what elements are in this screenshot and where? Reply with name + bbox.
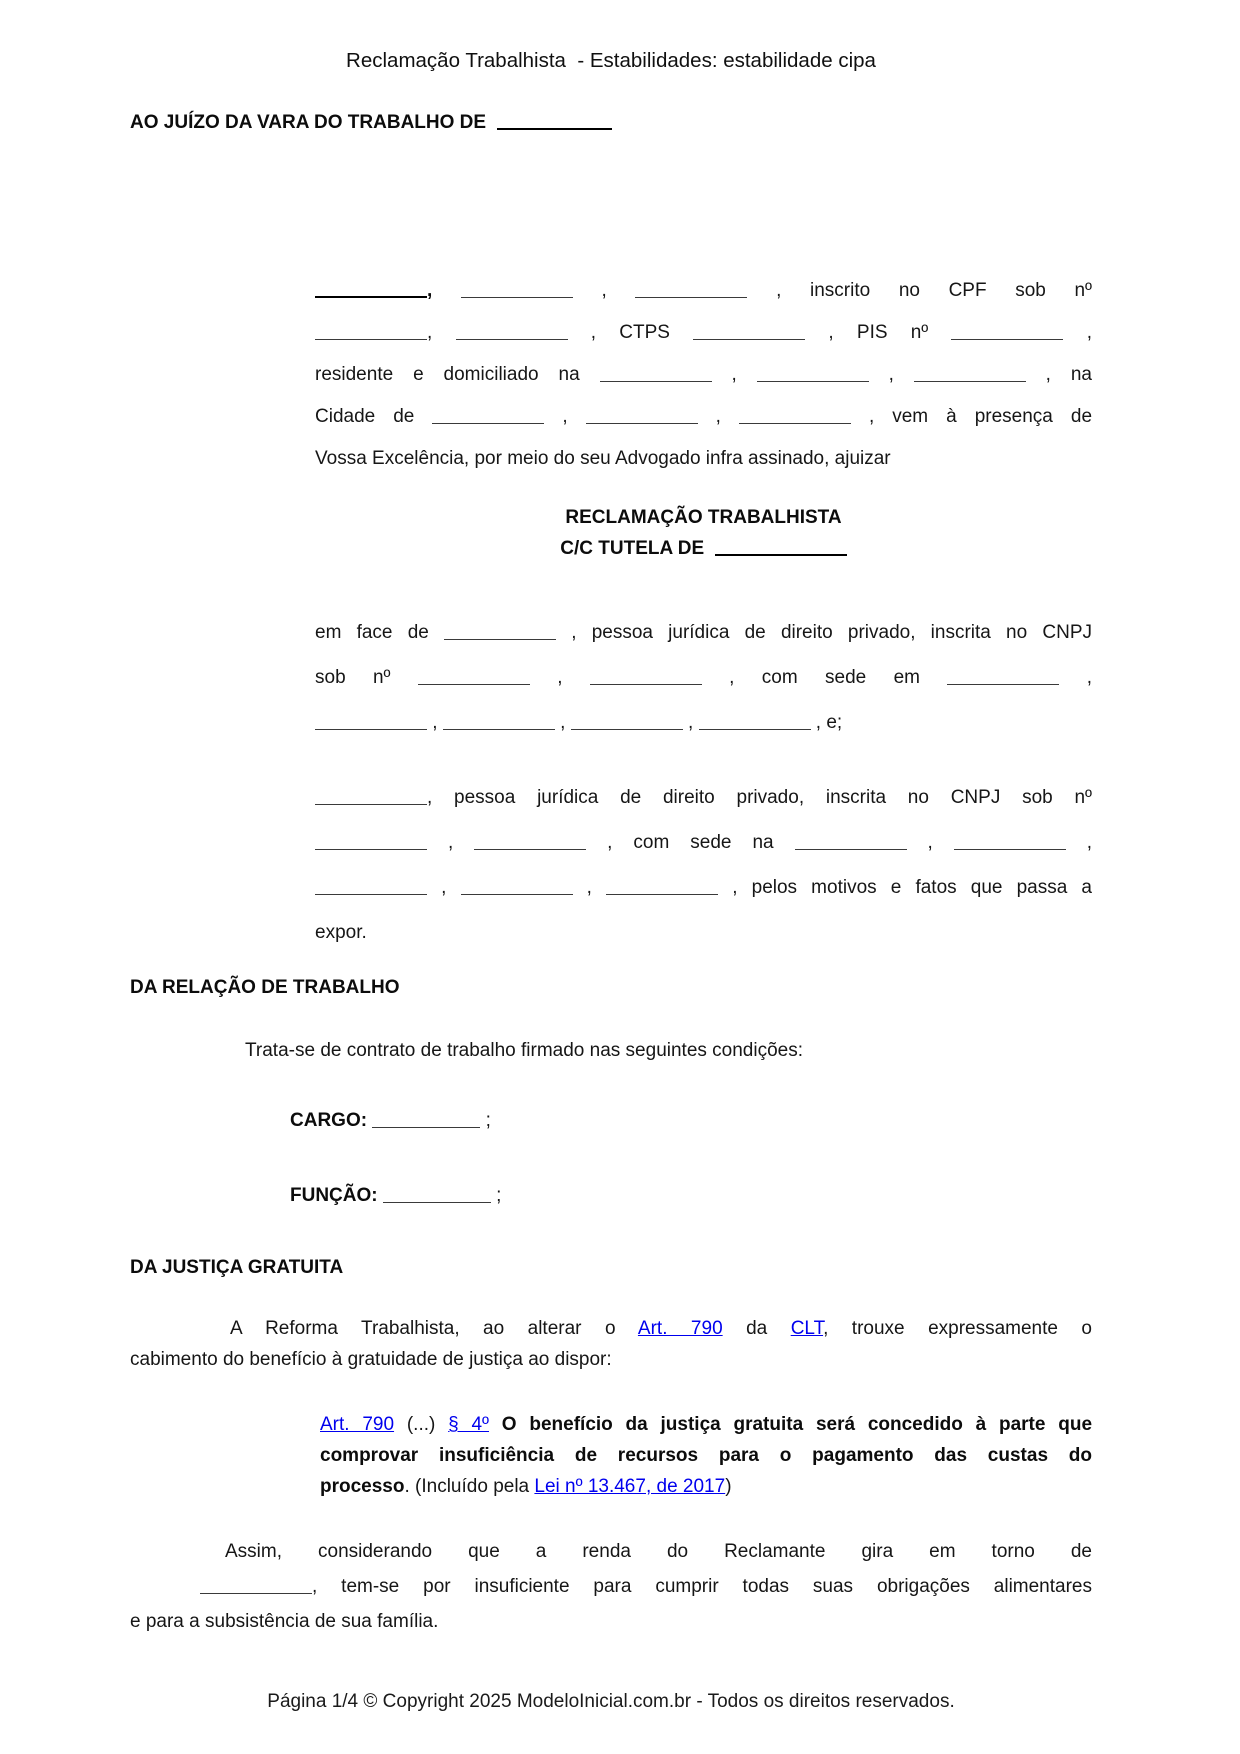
text-segment: , xyxy=(544,406,586,427)
bold-text: DA JUSTIÇA GRATUITA xyxy=(130,1257,344,1278)
legal-reference-link[interactable]: Lei nº 13.467, de 2017 xyxy=(534,1476,726,1497)
text-segment: , xyxy=(682,712,699,733)
text-line xyxy=(315,533,1092,564)
text-line xyxy=(320,1409,1092,1440)
text-line xyxy=(320,1471,1092,1502)
text-segment: , xyxy=(554,712,571,733)
blank-field xyxy=(635,285,747,298)
text-segment: , xyxy=(906,832,954,853)
blank-field xyxy=(693,327,805,340)
text-segment: , xyxy=(711,364,757,385)
blank-field xyxy=(372,1115,480,1128)
text-segment: , trouxe expressamente o xyxy=(823,1318,1092,1339)
text-segment: e para a subsistência de sua família. xyxy=(130,1611,439,1632)
text-line xyxy=(315,354,1092,396)
text-segment: , xyxy=(1065,832,1093,853)
text-line xyxy=(315,502,1092,533)
text-line xyxy=(315,396,1092,438)
blank-field xyxy=(914,369,1026,382)
text-segment: , pessoa jurídica de direito privado, inscrita no CNPJ sob nº xyxy=(427,787,1092,808)
text-segment xyxy=(489,1414,502,1435)
blank-field xyxy=(586,411,698,424)
bold-text: DA RELAÇÃO DE TRABALHO xyxy=(130,977,400,998)
heading-reclamacao xyxy=(315,502,1092,564)
para-tratase xyxy=(130,1036,1092,1066)
blank-field xyxy=(571,717,683,730)
text-segment: ; xyxy=(480,1110,491,1131)
quote-art790 xyxy=(320,1409,1092,1502)
text-segment: da xyxy=(722,1318,791,1339)
text-segment: , xyxy=(427,832,475,853)
blank-field xyxy=(606,882,718,895)
text-segment: , xyxy=(572,877,607,898)
legal-reference-link[interactable]: Art. 790 xyxy=(320,1414,395,1435)
bold-text: FUNÇÃO: xyxy=(290,1185,383,1206)
text-segment: (...) xyxy=(394,1414,449,1435)
bold-text: O benefício da justiça gratuita será concedido à parte que xyxy=(501,1414,1093,1435)
text-segment: , xyxy=(1059,667,1092,688)
legal-reference-link[interactable]: Art. 790 xyxy=(637,1318,723,1339)
text-segment: residente e domiciliado na xyxy=(315,364,600,385)
text-line xyxy=(315,655,1092,700)
blank-field xyxy=(461,882,573,895)
blank-field xyxy=(461,285,573,298)
blank-field xyxy=(444,627,556,640)
blank-field xyxy=(383,1190,491,1203)
blank-field xyxy=(715,542,847,556)
text-segment: , pelos motivos e fatos que passa a xyxy=(718,877,1093,898)
text-line xyxy=(130,1344,1092,1375)
blank-field xyxy=(432,411,544,424)
text-line xyxy=(315,610,1092,655)
bold-text: C/C TUTELA DE xyxy=(560,538,715,559)
text-line xyxy=(315,865,1092,910)
text-segment: , inscrito no CPF sob nº xyxy=(747,280,1092,301)
blank-field xyxy=(315,837,427,850)
text-segment: , xyxy=(697,406,739,427)
text-segment: ) xyxy=(725,1476,732,1497)
para-reforma xyxy=(130,1313,1092,1375)
line-cargo xyxy=(290,1106,1092,1136)
blank-field xyxy=(418,672,530,685)
text-segment: , na xyxy=(1025,364,1092,385)
text-segment: , PIS nº xyxy=(805,322,952,343)
para-parties-claimant xyxy=(315,270,1092,480)
blank-field xyxy=(315,717,427,730)
blank-field xyxy=(315,284,427,298)
text-segment: cabimento do benefício à gratuidade de justiça ao dispor: xyxy=(130,1349,612,1370)
text-segment: , xyxy=(572,280,636,301)
para-defendant-2 xyxy=(315,775,1092,955)
para-assim xyxy=(130,1534,1092,1639)
blank-field xyxy=(600,369,712,382)
text-segment: , com sede em xyxy=(701,667,948,688)
text-line xyxy=(315,270,1092,312)
text-segment: Assim, considerando que a renda do Reclamante gira em torno de xyxy=(225,1541,1092,1562)
legal-reference-link[interactable]: CLT xyxy=(790,1318,824,1339)
section-da-relacao xyxy=(130,973,1092,1003)
section-da-justica xyxy=(130,1253,1092,1283)
blank-field xyxy=(315,792,427,805)
text-segment: , xyxy=(529,667,590,688)
para-defendant-1 xyxy=(315,610,1092,745)
blank-field xyxy=(795,837,907,850)
bold-text: CARGO: xyxy=(290,1110,373,1131)
text-segment: , xyxy=(427,877,461,898)
text-segment: em face de xyxy=(315,622,445,643)
doc-title: Reclamação Trabalhista - Estabilidades: estabilidade cipa xyxy=(346,49,876,72)
legal-reference-link[interactable]: § 4º xyxy=(448,1414,489,1435)
text-segment: A Reforma Trabalhista, ao alterar o xyxy=(230,1318,638,1339)
bold-text: processo xyxy=(320,1476,405,1497)
blank-field xyxy=(497,116,612,130)
bold-text: RECLAMAÇÃO TRABALHISTA xyxy=(565,507,842,528)
text-line xyxy=(315,775,1092,820)
text-line xyxy=(130,1604,1092,1639)
blank-field xyxy=(739,411,851,424)
text-segment: sob nº xyxy=(315,667,418,688)
text-line xyxy=(130,1569,1092,1604)
text-segment: , xyxy=(427,712,443,733)
page-footer: Página 1/4 © Copyright 2025 ModeloInicial.com.br - Todos os direitos reservados. xyxy=(267,1691,955,1712)
blank-field xyxy=(315,882,427,895)
text-segment: . (Incluído pela xyxy=(404,1476,535,1497)
text-line xyxy=(290,1181,1092,1211)
blank-field xyxy=(443,717,555,730)
text-segment: , CTPS xyxy=(567,322,694,343)
text-segment: expor. xyxy=(315,922,367,943)
bold-text: AO JUÍZO DA VARA DO TRABALHO DE xyxy=(130,112,497,133)
text-segment: , pessoa jurídica de direito privado, inscrita no CNPJ xyxy=(556,622,1092,643)
addressee-line xyxy=(130,108,1092,138)
bold-text: , xyxy=(427,280,461,301)
blank-field xyxy=(947,672,1059,685)
text-segment: , vem à presença de xyxy=(850,406,1093,427)
bold-text: comprovar insuficiência de recursos para o pagamento das custas do xyxy=(320,1445,1092,1466)
blank-field xyxy=(757,369,869,382)
text-line xyxy=(130,1036,1092,1066)
blank-field xyxy=(474,837,586,850)
text-line xyxy=(320,1440,1092,1471)
blank-field xyxy=(954,837,1066,850)
text-segment: , xyxy=(1063,322,1092,343)
document-body xyxy=(130,108,1092,1639)
text-line xyxy=(130,973,1092,1003)
text-line xyxy=(315,910,1092,955)
blank-field xyxy=(699,717,811,730)
blank-field xyxy=(590,672,702,685)
text-line xyxy=(130,108,1092,138)
blank-field xyxy=(456,327,568,340)
text-line xyxy=(315,820,1092,865)
text-line xyxy=(130,1313,1092,1344)
text-segment: ; xyxy=(490,1185,502,1206)
text-line xyxy=(130,1253,1092,1283)
text-segment: Vossa Excelência, por meio do seu Advogado infra assinado, ajuizar xyxy=(315,448,891,469)
text-line xyxy=(290,1106,1092,1136)
text-segment: , xyxy=(427,322,456,343)
text-segment: , com sede na xyxy=(586,832,795,853)
text-segment: , tem-se por insuficiente para cumprir todas suas obrigações alimentares xyxy=(312,1576,1092,1597)
blank-field xyxy=(315,327,427,340)
text-line xyxy=(315,312,1092,354)
text-line xyxy=(315,438,1092,480)
line-funcao xyxy=(290,1181,1092,1211)
blank-field xyxy=(200,1581,312,1594)
text-segment: Cidade de xyxy=(315,406,433,427)
blank-field xyxy=(951,327,1063,340)
text-line xyxy=(315,700,1092,745)
text-segment: , e; xyxy=(810,712,843,733)
text-segment: Trata-se de contrato de trabalho firmado nas seguintes condições: xyxy=(245,1040,804,1061)
text-segment: , xyxy=(868,364,914,385)
text-line xyxy=(130,1534,1092,1569)
